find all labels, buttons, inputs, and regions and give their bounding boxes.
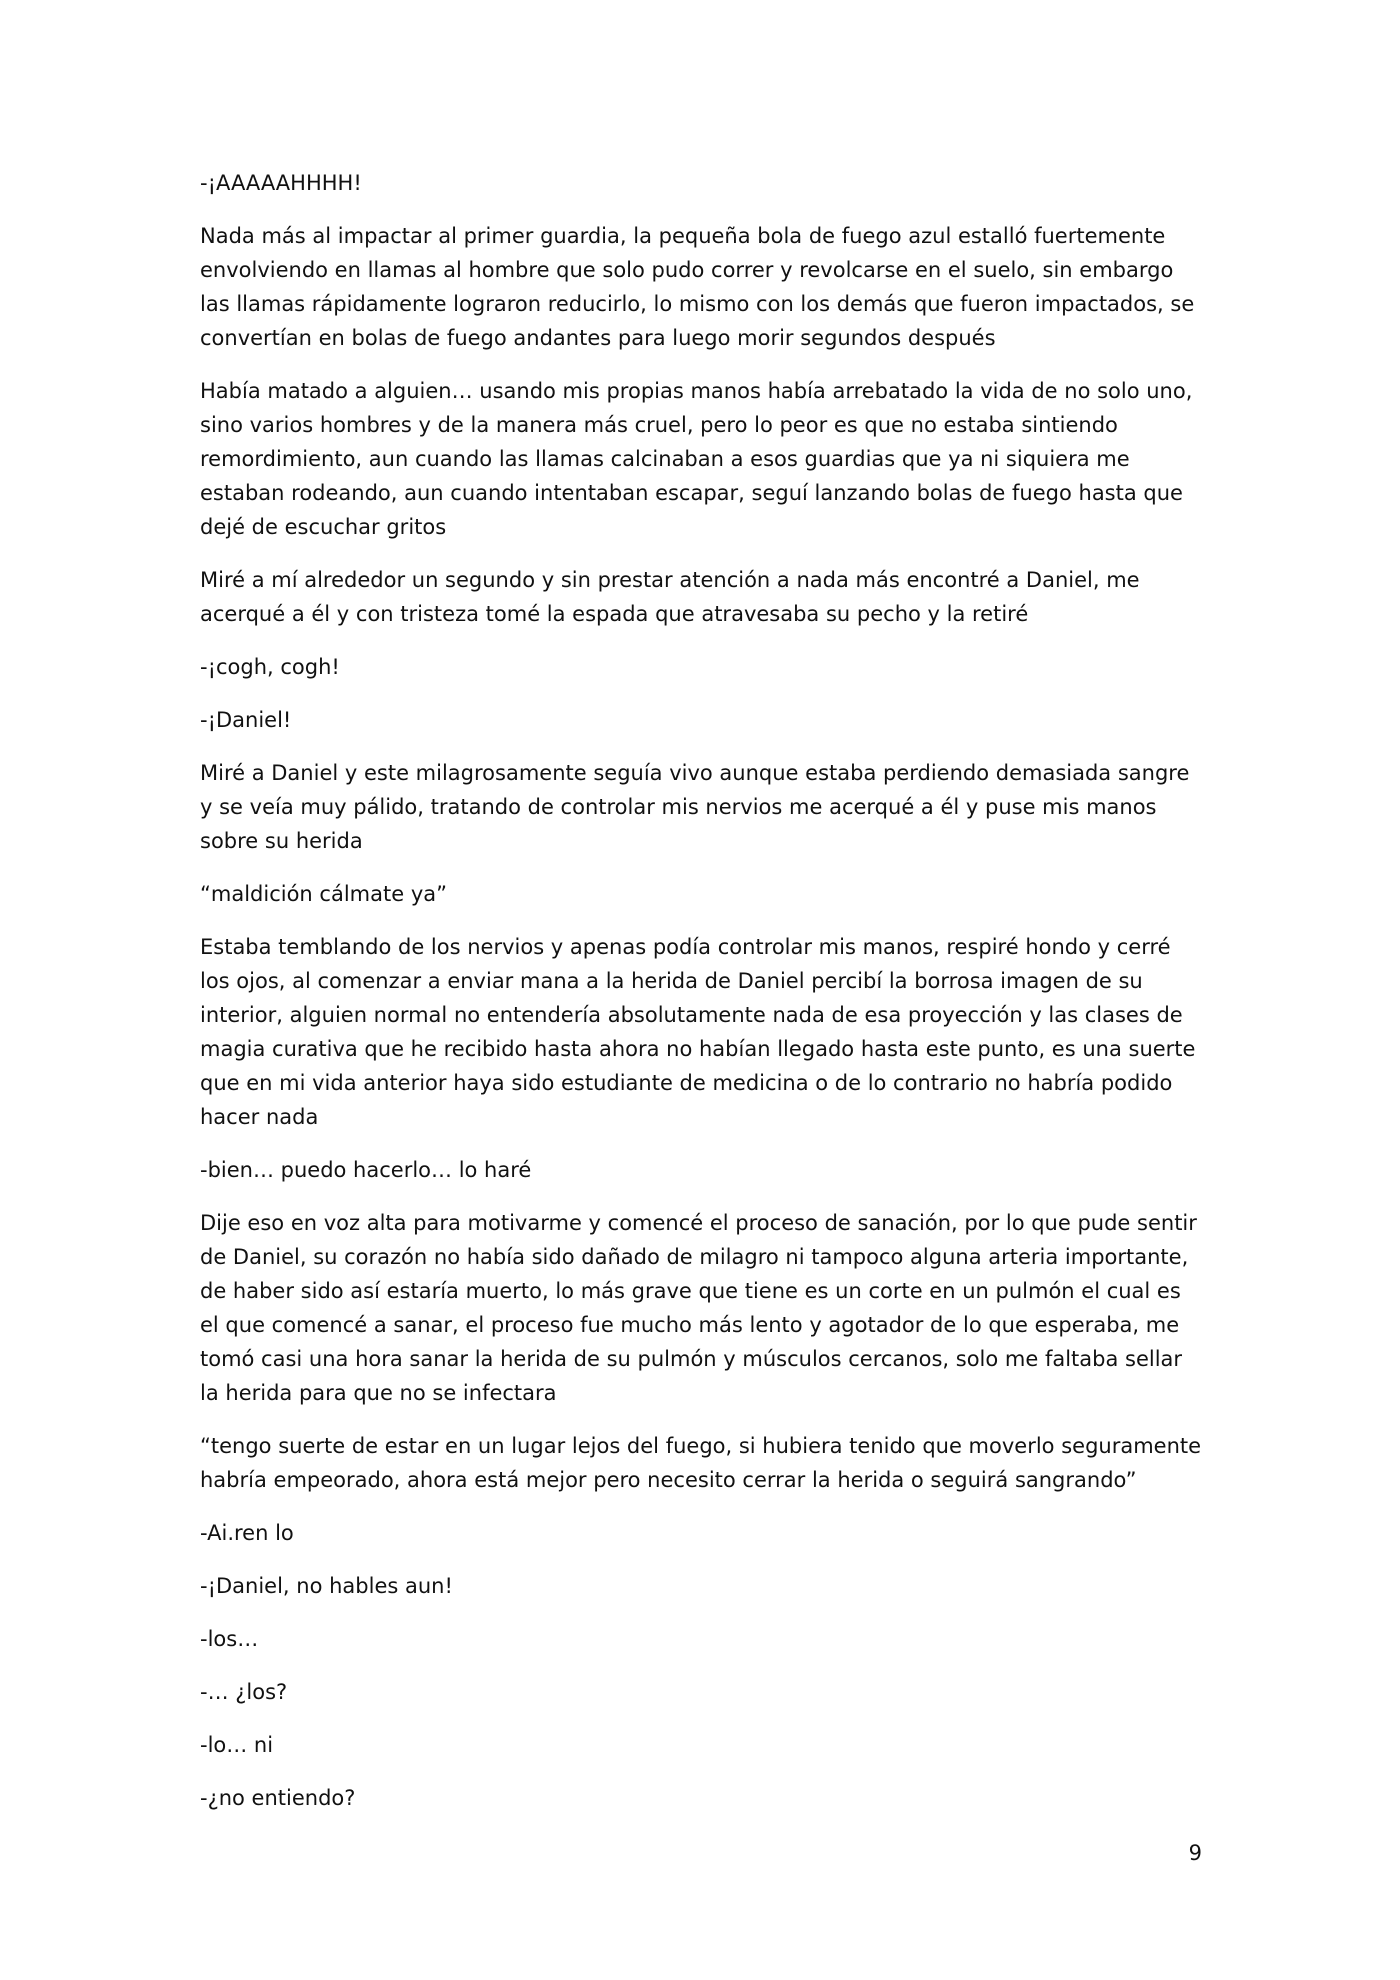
paragraph: Miré a Daniel y este milagrosamente seguía vivo aunque estaba perdiendo demasiada sangre y se veía muy pálido, tratando de controlar mis nervios me acerqué a él y puse mis manos sobre su herida (200, 761, 1190, 853)
paragraph: Estaba temblando de los nervios y apenas podía controlar mis manos, respiré hondo y cerré los ojos, al comenzar a enviar mana a la herida de Daniel percibí la borrosa imagen de su interior, alguien normal no entendería absolutamente nada de esa proyección y las clases de magia curativa que he recibido hasta ahora no habían llegado hasta este punto, es una suerte que en mi vida anterior haya sido estudiante de medicina o de lo contrario no habría podido hacer nada (200, 935, 1196, 1129)
paragraph: -¡Daniel! (200, 708, 292, 732)
paragraph: Había matado a alguien… usando mis propias manos había arrebatado la vida de no solo uno, sino varios hombres y de la manera más cruel, pero lo peor es que no estaba sintiendo remordimiento, aun cuando las llamas calcinaban a esos guardias que ya ni siquiera me estaban rodeando, aun cuando intentaban escapar, seguí lanzando bolas de fuego hasta que dejé de escuchar gritos (200, 379, 1193, 539)
paragraph: Miré a mí alrededor un segundo y sin prestar atención a nada más encontré a Daniel, me acerqué a él y con tristeza tomé la espada que atravesaba su pecho y la retiré (200, 568, 1140, 626)
paragraph: -lo… ni (200, 1733, 274, 1757)
paragraph: Dije eso en voz alta para motivarme y comencé el proceso de sanación, por lo que pude sentir de Daniel, su corazón no había sido dañado de milagro ni tampoco alguna arteria importante, de haber sido así estaría muerto, lo más grave que tiene es un corte en un pulmón el cual es el que comencé a sanar, el proceso fue mucho más lento y agotador de lo que esperaba, me tomó casi una hora sanar la herida de su pulmón y músculos cercanos, solo me faltaba sellar la herida para que no se infectara (200, 1211, 1197, 1405)
paragraph: -¡Daniel, no hables aun! (200, 1574, 453, 1598)
paragraph: -¿no entiendo? (200, 1786, 356, 1810)
paragraph: -Ai.ren lo (200, 1521, 294, 1545)
paragraph: -los… (200, 1627, 259, 1651)
paragraph: “tengo suerte de estar en un lugar lejos del fuego, si hubiera tenido que moverlo seguramente habría empeorado, ahora está mejor pero necesito cerrar la herida o seguirá sangrando” (200, 1434, 1202, 1492)
paragraph: -¡AAAAAHHHH! (200, 171, 362, 195)
paragraph: Nada más al impactar al primer guardia, la pequeña bola de fuego azul estalló fuertemente envolviendo en llamas al hombre que solo pudo correr y revolcarse en el suelo, sin embargo las llamas rápidamente lograron reducirlo, lo mismo con los demás que fueron impactados, se convertían en bolas de fuego andantes para luego morir segundos después (200, 224, 1195, 350)
document-body (200, 166, 1202, 1834)
paragraph: -¡cogh, cogh! (200, 655, 340, 679)
paragraph: -… ¿los? (200, 1680, 288, 1704)
paragraph: “maldición cálmate ya” (200, 882, 447, 906)
page-number: 9 (1188, 1841, 1202, 1865)
paragraph: -bien… puedo hacerlo… lo haré (200, 1158, 532, 1182)
